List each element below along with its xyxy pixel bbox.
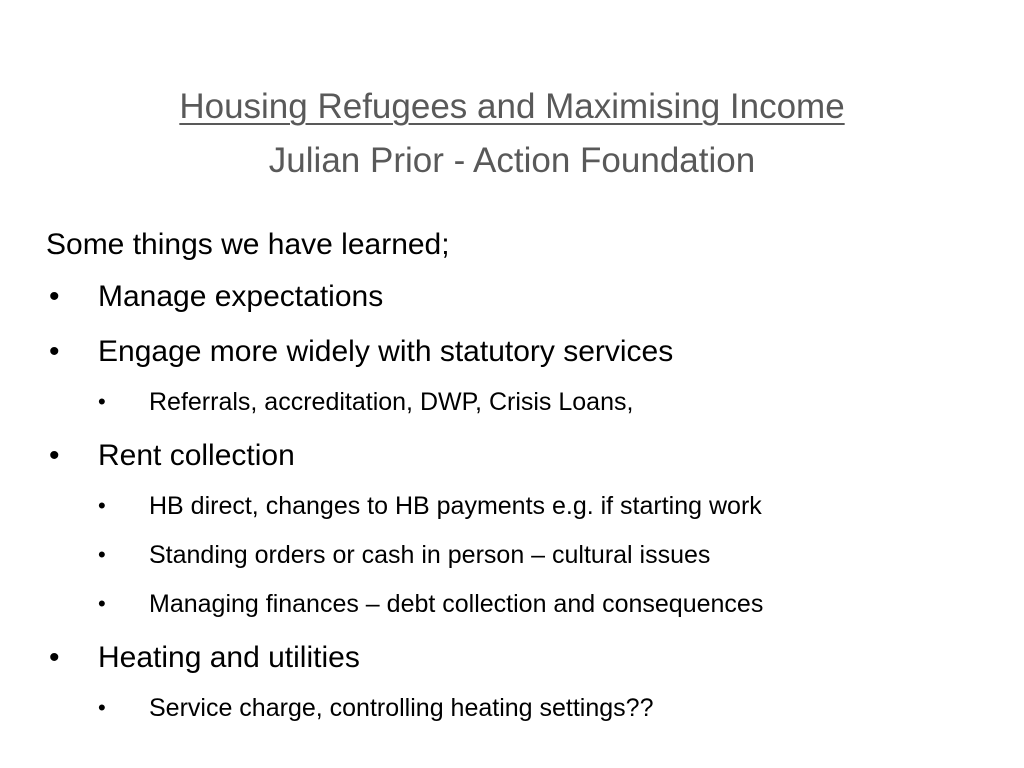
bullet-text: Rent collection [98,439,295,472]
slide-content [46,220,996,737]
sub-bullet-text: Standing orders or cash in person – cultural issues [149,541,711,569]
title-main: Housing Refugees and Maximising Income [179,87,845,126]
sub-bullet-item [46,382,996,431]
bullet-icon: • [98,542,106,567]
sub-bullet-text: Service charge, controlling heating settings?? [149,694,654,722]
bullet-item [46,633,996,688]
bullet-icon: • [49,641,60,674]
slide-title [0,80,1024,188]
sub-bullet-item [46,688,996,737]
bullet-item [46,327,996,382]
sub-bullet-text: Referrals, accreditation, DWP, Crisis Loans, [149,388,634,416]
bullet-icon: • [49,439,60,472]
bullet-item [46,272,996,327]
sub-bullet-item [46,584,996,633]
sub-bullet-item [46,486,996,535]
sub-bullet-text: HB direct, changes to HB payments e.g. if starting work [149,492,762,520]
sub-bullet-text: Managing finances – debt collection and consequences [149,590,764,618]
title-subtitle: Julian Prior - Action Foundation [268,141,756,180]
sub-bullet-item [46,535,996,584]
bullet-text: Engage more widely with statutory services [98,335,674,368]
bullet-icon: • [98,493,106,518]
bullet-item [46,431,996,486]
bullet-text: Heating and utilities [98,641,360,674]
bullet-icon: • [98,695,106,720]
bullet-icon: • [49,280,60,313]
intro-text: Some things we have learned; [46,228,450,261]
bullet-text: Manage expectations [98,280,384,313]
bullet-icon: • [98,591,106,616]
bullet-icon: • [98,389,106,414]
bullet-icon: • [49,335,60,368]
